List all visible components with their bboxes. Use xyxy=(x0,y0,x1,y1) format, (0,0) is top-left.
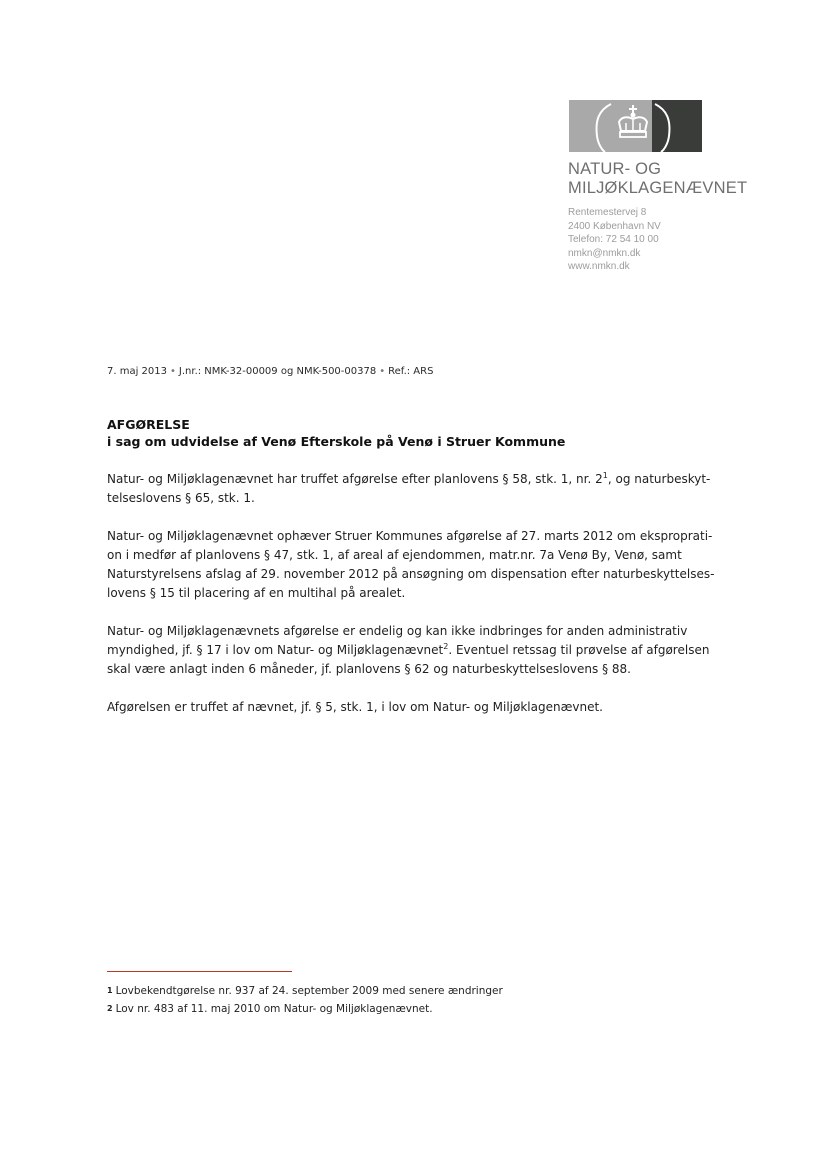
date: 7. maj 2013 xyxy=(107,366,167,377)
footnote-ref-1: 1 xyxy=(602,471,608,480)
address: Rentemestervej 8 xyxy=(568,207,647,218)
email: nmkn@nmkn.dk xyxy=(568,247,641,259)
city: 2400 København NV xyxy=(568,220,661,232)
org-name-line2: MILJØKLAGENÆVNET xyxy=(568,179,748,197)
footnote-1: $^1$ Lovbekendtgørelse nr. 937 af 24. september 2009 med senere ændringer xyxy=(107,985,503,997)
separator-dot: • xyxy=(379,366,386,377)
journal-number: J.nr.: NMK-32-00009 og NMK-500-00378 xyxy=(178,366,377,377)
decision-title xyxy=(107,416,565,450)
footnotes xyxy=(107,982,503,1018)
footnote-2: $^2$ Lov nr. 483 af 11. maj 2010 om Natur- og Miljøklagenævnet. xyxy=(107,1003,433,1015)
paragraph-3: Natur- og Miljøklagenævnets afgørelse er endelig og kan ikke indbringes for anden administrativ myndighed, jf. § 17 i lov om Natur- og Miljøklagenævnet$^2$. Eventuel retssag til prøvelse af afgørelsen skal være anlagt inden 6 måneder, jf. planlovens § 62 og naturbeskyttelseslovens § 88. xyxy=(107,624,710,676)
body-text xyxy=(107,470,717,717)
separator-dot: • xyxy=(170,366,176,377)
footnote-ref-2: 2 xyxy=(443,642,449,651)
reference-line xyxy=(107,366,433,377)
crown-icon xyxy=(569,100,702,152)
website: www.nmkn.dk xyxy=(568,261,630,272)
footnote-divider xyxy=(107,971,292,972)
contact-block xyxy=(568,206,661,274)
reference: Ref.: ARS xyxy=(388,366,434,377)
crown-logo xyxy=(569,100,702,152)
paragraph-1: Natur- og Miljøklagenævnet har truffet afgørelse efter planlovens § 58, stk. 1, nr. $2^1$, og naturbeskyt- telseslovens § 65, stk. 1. xyxy=(107,471,711,505)
paragraph-2: Natur- og Miljøklagenævnet ophæver Struer Kommunes afgørelse af 27. marts 2012 om eksproprati- on i medfør af planlovens § 47, stk. 1, af areal af ejendommen, matr.nr. 7a Venø By, Venø, samt Naturstyrelsens afslag af 29. november 2012 på ansøgning om dispensation efter naturbeskyttelses- lovens § 15 til placering af en multihal på arealet. xyxy=(107,529,715,600)
phone: Telefon: 72 54 10 00 xyxy=(568,234,659,245)
title-line2: i sag om udvidelse af Venø Efterskole på Venø i Struer Kommune xyxy=(107,434,566,449)
paragraph-4: Afgørelsen er truffet af nævnet, jf. § 5, stk. 1, i lov om Natur- og Miljøklagenævnet. xyxy=(107,700,603,714)
title-line1: AFGØRELSE xyxy=(107,417,190,432)
org-name xyxy=(568,160,747,198)
org-name-line1: NATUR- OG xyxy=(568,160,662,178)
